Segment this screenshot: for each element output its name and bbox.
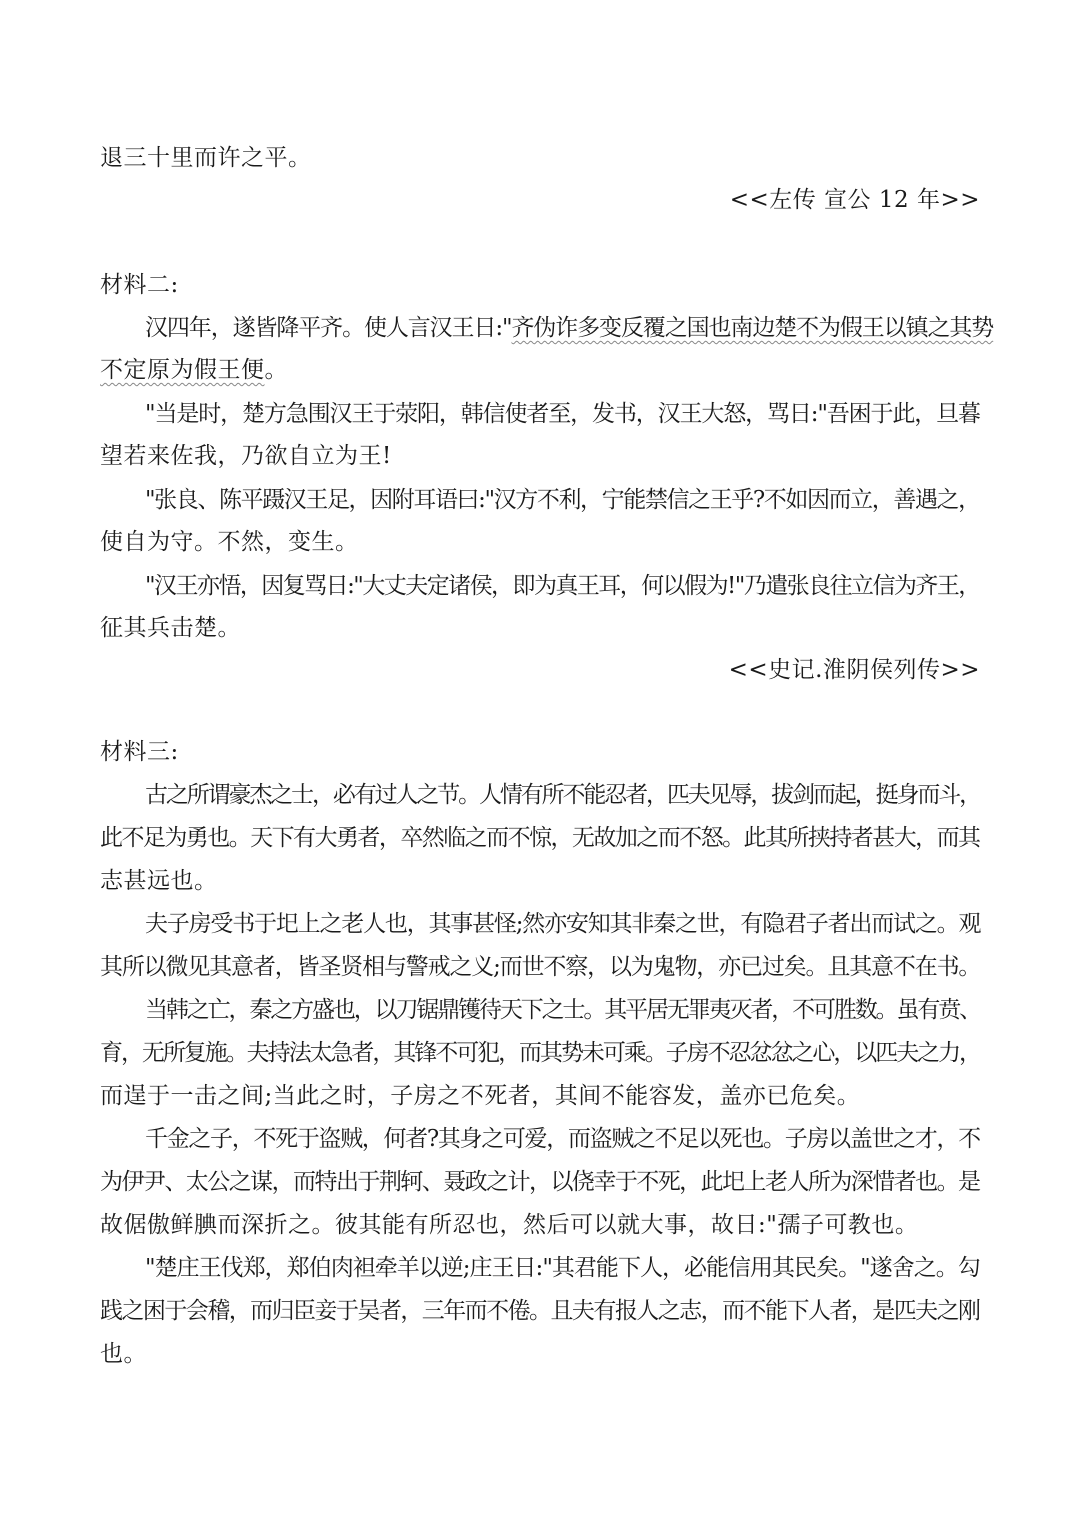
material3-paragraph-3-line-3: 而逞于一击之间;当此之时，子房之不死者，其间不能容发，盖亦已危矣。: [100, 1083, 861, 1109]
material3-paragraph-1-line-1: 古之所谓豪杰之士，必有过人之节。人情有所不能忍者，匹夫见辱，拔剑而起，挺身而斗，: [145, 782, 980, 808]
material2-paragraph-3-line-1: "张良、陈平蹑汉王足，因附耳语曰:"汉方不利，宁能禁信之王乎?不如因而立，善遇之，: [145, 487, 980, 513]
material3-paragraph-5-line-1: "楚庄王伐郑，郑伯肉袒牵羊以逆;庄王日:"其君能下人，必能信用其民矣。"遂舍之。勾: [145, 1255, 980, 1281]
material2-p1-underlined-2: 不定原为假王便: [100, 357, 265, 383]
material2-paragraph-2-line-2: 望若来佐我，乃欲自立为王!: [100, 443, 392, 469]
material2-paragraph-1-line-1: [145, 313, 993, 343]
material3-paragraph-1-line-3: 志甚远也。: [100, 868, 218, 894]
material3-paragraph-4-line-1: 千金之子，不死于盗贼，何者?其身之可爱，而盗贼之不足以死也。子房以盖世之才，不: [145, 1126, 980, 1152]
material3-paragraph-5-line-2: 践之困于会稽，而归臣妾于吴者，三年而不倦。且夫有报人之志，而不能下人者，是匹夫之刚: [100, 1298, 980, 1324]
material2-p1-underlined-1: 齐伪诈多变反覆之国也南边楚不为假王以镇之其势: [511, 315, 994, 341]
material3-paragraph-1-line-2: 此不足为勇也。天下有大勇者，卒然临之而不惊，无故加之而不怒。此其所挟持者甚大，而其: [100, 825, 980, 851]
material3-paragraph-5-line-3: 也。: [100, 1341, 147, 1367]
material3-heading: 材料三:: [100, 739, 179, 765]
material3-paragraph-4-line-2: 为伊尹、太公之谋，而特出于荆轲、聂政之计，以侥幸于不死，此圯上老人所为深惜者也。是: [100, 1169, 980, 1195]
material3-paragraph-3-line-2: 育，无所复施。夫持法太急者，其锋不可犯，而其势未可乘。子房不忍忿忿之心，以匹夫之力，: [100, 1040, 981, 1066]
material2-paragraph-1-line-2: [100, 355, 288, 385]
material3-paragraph-3-line-1: 当韩之亡，秦之方盛也，以刀锯鼎镬待天下之士。其平居无罪夷灭者，不可胜数。虽有贲、: [145, 997, 980, 1023]
material2-p1-prefix: 汉四年，遂皆降平齐。使人言汉王日:": [145, 315, 512, 341]
material3-paragraph-2-line-1: 夫子房受书于圯上之老人也，其事甚怪;然亦安知其非秦之世，有隐君子者出而试之。观: [145, 911, 981, 937]
material2-p1-suffix: 。: [264, 357, 288, 383]
material1-tail-text: 退三十里而许之平。: [100, 145, 312, 171]
material3-paragraph-4-line-3: 故倨傲鲜腆而深折之。彼其能有所忍也，然后可以就大事，故日:"孺子可教也。: [100, 1212, 919, 1238]
material2-paragraph-3-line-2: 使自为守。不然，变生。: [100, 529, 359, 555]
material2-source: <<史记.淮阴侯列传>>: [728, 657, 980, 683]
material2-heading: 材料二:: [100, 272, 179, 298]
material2-paragraph-4-line-1: "汉王亦悟，因复骂日:"大丈夫定诸侯，即为真王耳，何以假为!"乃遣张良往立信为齐王，: [145, 573, 980, 599]
material2-paragraph-4-line-2: 征其兵击楚。: [100, 615, 241, 641]
material2-paragraph-2-line-1: "当是时，楚方急围汉王于荥阳，韩信使者至，发书，汉王大怒，骂日:"吾困于此，旦暮: [145, 401, 980, 427]
material3-paragraph-2-line-2: 其所以微见其意者，皆圣贤相与警戒之义;而世不察，以为鬼物，亦已过矣。且其意不在书。: [100, 954, 981, 980]
material1-source: <<左传 宣公 12 年>>: [729, 187, 980, 213]
